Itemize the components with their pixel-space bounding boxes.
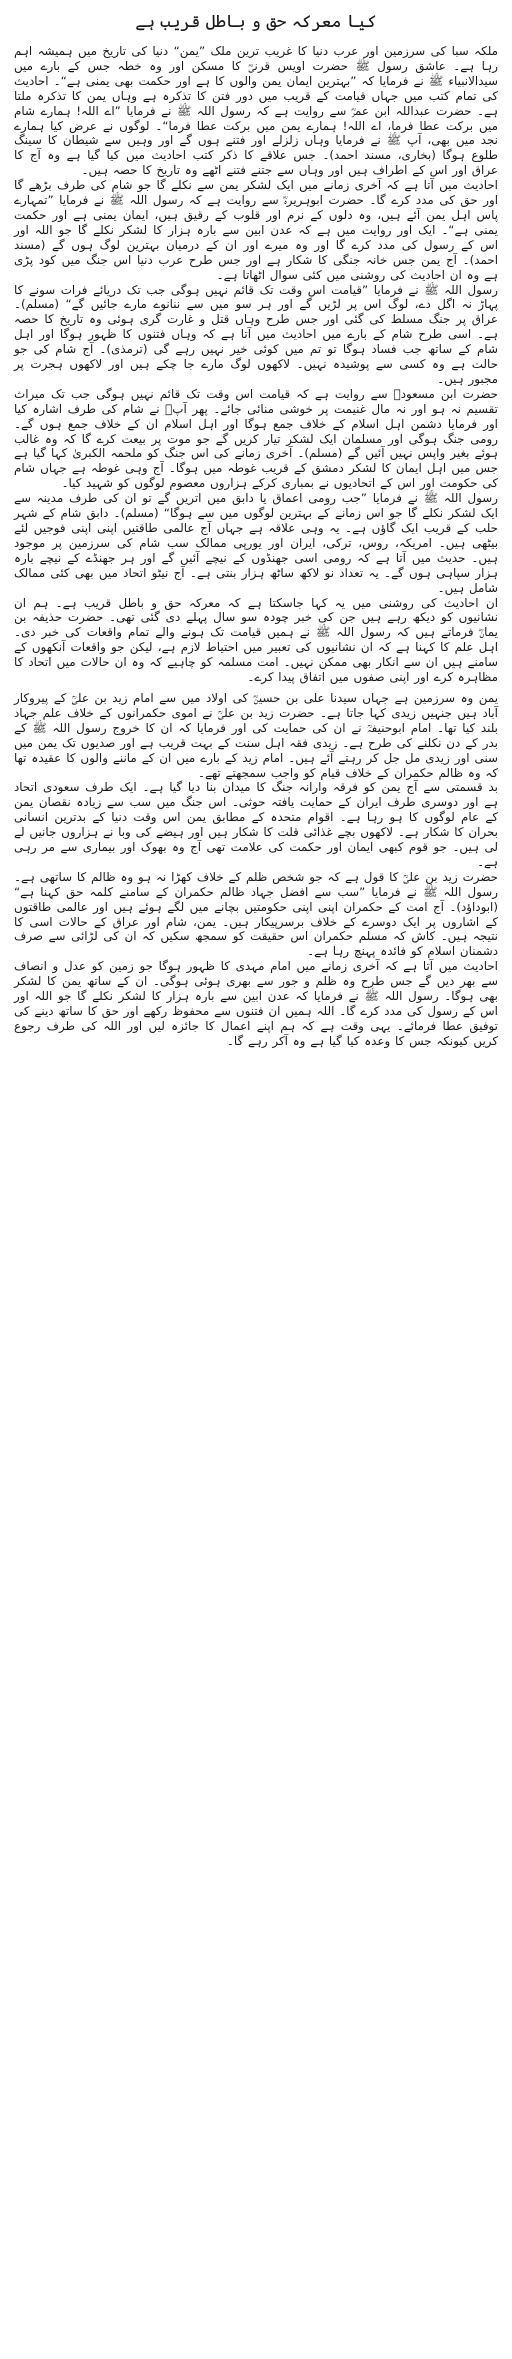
article-paragraph: ان احادیث کی روشنی میں یہ کہا جاسکتا ہے کہ معرکہ حق و باطل قریب ہے۔ ہم ان نشانیوں کو دیکھ رہے ہیں جن کی خبر چودہ سو سال پہلے دی گئی تھی۔ حضرت حذیفہ بن یمانؓ فرماتے ہیں کہ رسول اللہ ﷺ نے ہمیں قیامت تک ہونے والے تمام واقعات کی خبر دی۔ اہل علم کا کہنا ہے کہ ان نشانیوں کی تعبیر میں احتیاط لازم ہے، لیکن جو واقعات آنکھوں کے سامنے ہیں ان سے انکار بھی ممکن نہیں۔ امت مسلمہ کو چاہیے کہ وہ ان حالات میں اتحاد کا مظاہرہ کرے اور اپنی صفوں میں اتفاق پیدا کرے۔ (14, 595, 498, 685)
article-paragraph: احادیث میں آتا ہے کہ آخری زمانے میں ایک لشکر یمن سے نکلے گا جو شام کی طرف بڑھے گا اور حق کی مدد کرے گا۔ حضرت ابوہریرہؓ سے روایت ہے کہ رسول اللہ ﷺ نے فرمایا ”تمہارے پاس اہل یمن آئے ہیں، وہ دلوں کے نرم اور قلوب کے رقیق ہیں، ایمان یمنی ہے اور حکمت یمنی ہے“۔ ایک اور روایت میں ہے کہ عدن ابین سے بارہ ہزار کا لشکر نکلے گا جو اللہ اور اس کے رسول کی مدد کرے گا اور وہ میرے اور ان کے درمیان بہترین لوگ ہوں گے (مسند احمد)۔ آج یمن جس خانہ جنگی کا شکار ہے اور جس طرح عرب دنیا اس جنگ میں کود پڑی ہے وہ ان احادیث کی روشنی میں کئی سوال اٹھاتا ہے۔ (14, 178, 498, 282)
article-paragraph: رسول اللہ ﷺ نے فرمایا ”جب رومی اعماق یا دابق میں اتریں گے تو ان کی طرف مدینہ سے ایک لشکر نکلے گا جو اس زمانے کے بہترین لوگوں میں سے ہوگا“ (مسلم)۔ دابق شام کے شہر حلب کے قریب ایک گاؤں ہے۔ یہ وہی علاقہ ہے جہاں آج عالمی طاقتیں اپنی اپنی فوجیں لئے بیٹھی ہیں۔ امریکہ، روس، ترکی، ایران اور یورپی ممالک سب شام کی سرزمین پر موجود ہیں۔ حدیث میں آتا ہے کہ رومی اسی جھنڈوں کے نیچے آئیں گے اور ہر جھنڈے کے نیچے بارہ ہزار سپاہی ہوں گے۔ یہ تعداد نو لاکھ ساٹھ ہزار بنتی ہے۔ آج نیٹو اتحاد میں بھی کئی ممالک شامل ہیں۔ (14, 491, 498, 595)
article-paragraph: حضرت ابن مسعودؓ سے روایت ہے کہ قیامت اس وقت تک قائم نہیں ہوگی جب تک میراث تقسیم نہ ہو اور نہ مال غنیمت پر خوشی منائی جائے۔ پھر آپؓ نے شام کی طرف اشارہ کیا اور فرمایا دشمن اہل اسلام کے خلاف جمع ہوگا اور اہل اسلام ان کے خلاف جمع ہوں گے۔ رومی جنگ ہوگی اور مسلمان ایک لشکر تیار کریں گے جو موت پر بیعت کرے گا کہ وہ غالب ہوئے بغیر واپس نہیں آئیں گے (مسلم)۔ آخری زمانے کی اس جنگ کو ملحمہ الکبریٰ کہا گیا ہے جس میں اہل ایمان کا لشکر دمشق کے قریب غوطہ میں ہوگا۔ آج وہی غوطہ ہے جہاں شام کی حکومت اور اس کے اتحادیوں نے بمباری کرکے ہزاروں معصوم لوگوں کو شہید کیا۔ (14, 386, 498, 491)
article-paragraph: یمن وہ سرزمین ہے جہاں سیدنا علی بن حسینؓ کی اولاد میں سے امام زید بن علیؒ کے پیروکار آباد ہیں جنہیں زیدی کہا جاتا ہے۔ حضرت زید بن علیؒ نے اموی حکمرانوں کے خلاف علم جہاد بلند کیا تھا۔ امام ابوحنیفہؒ نے ان کی حمایت کی اور فرمایا کہ ان کا خروج رسول اللہ ﷺ کے بدر کے دن نکلنے کی طرح ہے۔ زیدی فقہ اہل سنت کے بہت قریب ہے اور صدیوں تک یمن میں سنی اور زیدی مل جل کر رہتے آئے ہیں۔ امام زید کے بارے میں ان کے ماننے والوں کا عقیدہ تھا کہ وہ ظالم حکمران کے خلاف قیام کو واجب سمجھتے تھے۔ (14, 690, 498, 780)
article-paragraph: حضرت زید بن علیؒ کا قول ہے کہ جو شخص ظلم کے خلاف کھڑا نہ ہو وہ ظالم کا ساتھی ہے۔ رسول اللہ ﷺ نے فرمایا ”سب سے افضل جہاد ظالم حکمران کے سامنے کلمہ حق کہنا ہے“ (ابوداؤد)۔ آج امت کے حکمران اپنی اپنی حکومتیں بچانے میں لگے ہوئے ہیں اور عالمی طاقتوں کے اشاروں پر ایک دوسرے کے خلاف برسرپیکار ہیں۔ یمن، شام اور عراق کے حالات اسی کا نتیجہ ہیں۔ کاش کہ مسلم حکمران اس حقیقت کو سمجھ سکیں کہ ان کی لڑائی سے صرف دشمنان اسلام کو فائدہ پہنچ رہا ہے۔ (14, 869, 498, 959)
article-paragraph: بد قسمتی سے آج یمن کو فرقہ وارانہ جنگ کا میدان بنا دیا گیا ہے۔ ایک طرف سعودی اتحاد ہے اور دوسری طرف ایران کے حمایت یافتہ حوثی۔ اس جنگ میں سب سے زیادہ نقصان یمن کے عام لوگوں کا ہو رہا ہے۔ اقوام متحدہ کے مطابق یمن اس وقت دنیا کے بدترین انسانی بحران کا شکار ہے۔ لاکھوں بچے غذائی قلت کا شکار ہیں اور ہیضے کی وبا نے ہزاروں جانیں لے لی ہیں۔ جو قوم کبھی ایمان اور حکمت کی علامت تھی آج وہ بھوک اور بیماری سے مر رہی ہے۔ (14, 780, 498, 869)
article-paragraph: رسول اللہ ﷺ نے فرمایا ”قیامت اس وقت تک قائم نہیں ہوگی جب تک دریائے فرات سونے کا پہاڑ نہ اگل دے، لوگ اس پر لڑیں گے اور ہر سو میں سے ننانوے مارے جائیں گے“ (مسلم)۔ عراق پر جنگ مسلط کی گئی اور جس طرح وہاں قتل و غارت گری ہوئی وہ تاریخ کا حصہ ہے۔ اسی طرح شام کے بارے میں احادیث میں آتا ہے کہ وہاں فتنوں کا ظہور ہوگا اور اہل شام کے ساتھ جب فساد ہوگا تو تم میں کوئی خیر نہیں رہے گی (ترمذی)۔ آج شام کی جو حالت ہے وہ کسی سے پوشیدہ نہیں۔ لاکھوں لوگ مارے جا چکے ہیں اور لاکھوں ہجرت پر مجبور ہیں۔ (14, 282, 498, 386)
article-paragraph: احادیث میں آتا ہے کہ آخری زمانے میں امام مہدی کا ظہور ہوگا جو زمین کو عدل و انصاف سے بھر دیں گے جس طرح وہ ظلم و جور سے بھری ہوئی ہوگی۔ ان کے ساتھ یمن کا لشکر بھی ہوگا۔ رسول اللہ ﷺ نے فرمایا کہ عدن ابین سے بارہ ہزار کا لشکر نکلے گا جو اللہ اور اس کے رسول کی مدد کرے گا۔ اللہ ہمیں ان فتنوں سے محفوظ رکھے اور حق کا ساتھ دینے کی توفیق عطا فرمائے۔ یہی وقت ہے کہ ہم اپنے اعمال کا جائزہ لیں اور اللہ کی طرف رجوع کریں کیونکہ جس کا وعدہ کیا گیا ہے وہ آکر رہے گا۔ (14, 959, 498, 1048)
article-body (14, 44, 498, 1049)
article-headline: کیا معرکہ حق و باطل قریب ہے (135, 12, 377, 32)
article-paragraph: ملکہ سبا کی سرزمین اور عرب دنیا کا غریب ترین ملک ”یمن“ دنیا کی تاریخ میں ہمیشہ اہم رہا ہے۔ عاشق رسول ﷺ حضرت اویس قرنیؓ کا مسکن اور وہ خطہ جس کے بارے میں سیدالانبیاء ﷺ نے فرمایا کہ ”بہترین ایمان یمن والوں کا ہے اور حکمت بھی یمنی ہے“۔ احادیث کی تمام کتب میں جہاں قیامت کے قریب میں دور فتن کا تذکرہ ہے وہاں یمن کا تذکرہ ملتا ہے۔ حضرت عبداللہ ابن عمرؓ سے روایت ہے کہ رسول اللہ ﷺ نے فرمایا ”اے اللہ! ہمارے شام میں برکت عطا فرما، اے اللہ! ہمارے یمن میں برکت عطا فرما“۔ لوگوں نے عرض کیا ہمارے نجد میں بھی، آپ ﷺ نے فرمایا وہاں زلزلے اور فتنے ہوں گے اور وہیں سے شیطان کا سینگ طلوع ہوگا (بخاری، مسند احمد)۔ جس علاقے کا ذکر کتب احادیث میں کیا گیا ہے وہ آج کا عراق اور اس کے اطراف ہیں اور وہاں سے جتنے فتنے اٹھے وہ تاریخ کا حصہ ہیں۔ (14, 44, 498, 178)
